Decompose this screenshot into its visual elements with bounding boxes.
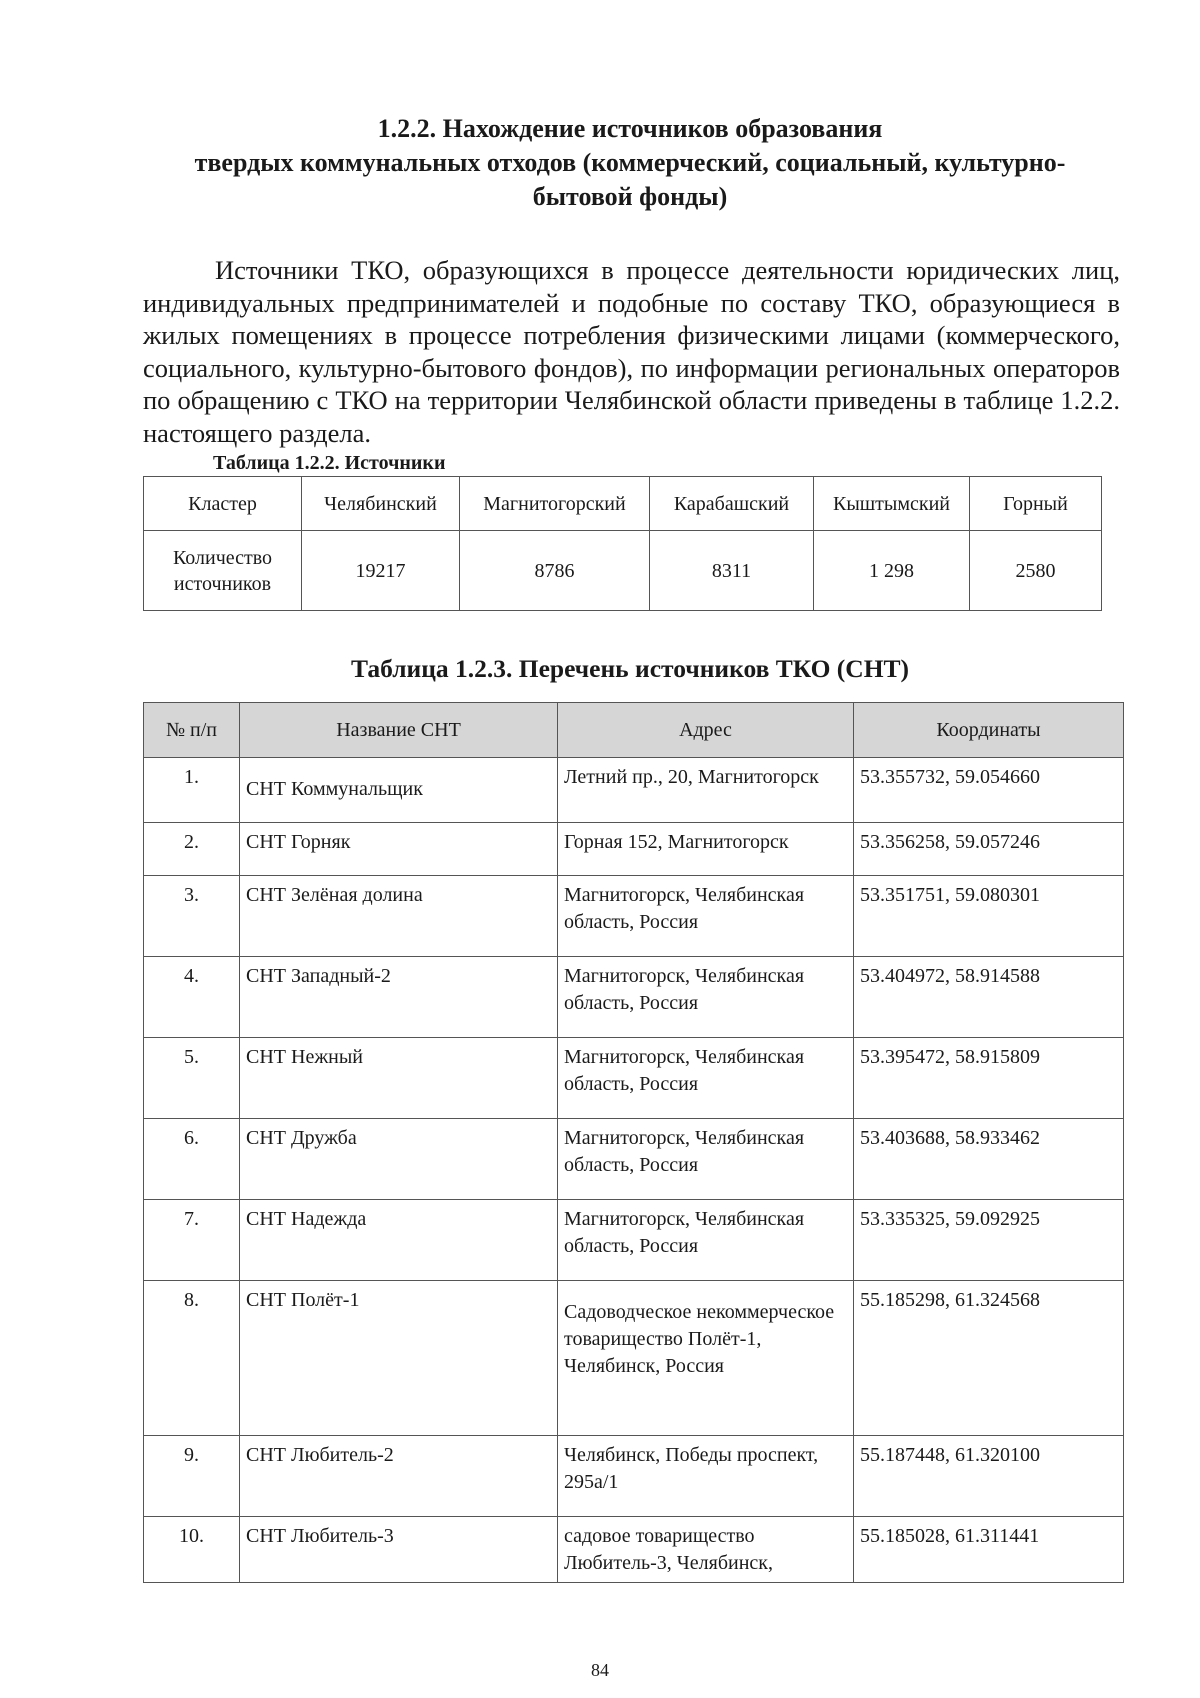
table-row <box>144 1038 1124 1119</box>
snt-coords: 55.187448, 61.320100 <box>854 1436 1124 1517</box>
snt-coords: 53.351751, 59.080301 <box>854 876 1124 957</box>
table1-value-cell: 19217 <box>302 531 460 611</box>
table-row <box>144 1119 1124 1200</box>
snt-coords: 53.403688, 58.933462 <box>854 1119 1124 1200</box>
table2-header-row <box>144 703 1124 758</box>
table-row <box>144 1436 1124 1517</box>
table1-caption: Таблица 1.2.2. Источники <box>213 452 446 474</box>
section-heading <box>140 112 1120 214</box>
row-number: 6. <box>144 1119 240 1200</box>
snt-coords: 55.185028, 61.311441 <box>854 1517 1124 1583</box>
heading-line-3: бытовой фонды) <box>532 182 728 211</box>
snt-name: СНТ Коммунальщик <box>240 758 558 823</box>
snt-address: Челябинск, Победы проспект, 295а/1 <box>558 1436 854 1517</box>
table-row <box>144 758 1124 823</box>
table1-header-cell: Магнитогорский <box>460 477 650 531</box>
table1-value-cell: 8311 <box>650 531 814 611</box>
snt-address: Магнитогорск, Челябинская область, Россия <box>558 957 854 1038</box>
table2-header-cell: Координаты <box>854 703 1124 758</box>
snt-coords: 53.355732, 59.054660 <box>854 758 1124 823</box>
snt-coords: 53.395472, 58.915809 <box>854 1038 1124 1119</box>
snt-address: Садоводческое некоммерческое товарищество Полёт-1, Челябинск, Россия <box>558 1281 854 1436</box>
snt-name: СНТ Любитель-3 <box>240 1517 558 1583</box>
table-row <box>144 876 1124 957</box>
snt-address: Магнитогорск, Челябинская область, Россия <box>558 876 854 957</box>
table1-value-cell: 2580 <box>970 531 1102 611</box>
row-number: 10. <box>144 1517 240 1583</box>
snt-coords: 53.356258, 59.057246 <box>854 823 1124 876</box>
row-number: 3. <box>144 876 240 957</box>
table-row <box>144 957 1124 1038</box>
row-number: 4. <box>144 957 240 1038</box>
heading-line-1: 1.2.2. Нахождение источников образования <box>377 114 883 143</box>
snt-address: садовое товарищество Любитель-3, Челябинск, <box>558 1517 854 1583</box>
row-number: 5. <box>144 1038 240 1119</box>
heading-line-2: твердых коммунальных отходов (коммерческий, социальный, культурно- <box>194 148 1066 177</box>
row-number: 8. <box>144 1281 240 1436</box>
snt-address: Магнитогорск, Челябинская область, Россия <box>558 1119 854 1200</box>
table1-row-label: Количество источников <box>144 531 302 611</box>
table2-caption: Таблица 1.2.3. Перечень источников ТКО (СНТ) <box>350 654 910 683</box>
snt-address: Магнитогорск, Челябинская область, Россия <box>558 1038 854 1119</box>
table-row <box>144 1200 1124 1281</box>
snt-name: СНТ Западный-2 <box>240 957 558 1038</box>
snt-coords: 53.335325, 59.092925 <box>854 1200 1124 1281</box>
table1-header-cell: Кластер <box>144 477 302 531</box>
snt-name: СНТ Нежный <box>240 1038 558 1119</box>
row-number: 9. <box>144 1436 240 1517</box>
table1-header-cell: Горный <box>970 477 1102 531</box>
snt-coords: 53.404972, 58.914588 <box>854 957 1124 1038</box>
table1-value-cell: 8786 <box>460 531 650 611</box>
table2-header-cell: Адрес <box>558 703 854 758</box>
table1-header-cell: Челябинский <box>302 477 460 531</box>
table2-header-cell: Название СНТ <box>240 703 558 758</box>
page-number: 84 <box>591 1660 609 1680</box>
snt-name: СНТ Зелёная долина <box>240 876 558 957</box>
table1-header-cell: Кыштымский <box>814 477 970 531</box>
sources-table <box>143 476 1102 611</box>
snt-name: СНТ Любитель-2 <box>240 1436 558 1517</box>
snt-address: Летний пр., 20, Магнитогорск <box>558 758 854 823</box>
table1-value-cell: 1 298 <box>814 531 970 611</box>
table2-header-cell: № п/п <box>144 703 240 758</box>
intro-paragraph: Источники ТКО, образующихся в процессе деятельности юридических лиц, индивидуальных предпринимателей и подобные по составу ТКО, образующиеся в жилых помещениях в процессе потребления физическими лицами (коммерческого, социального, культурно-бытового фондов), по информации региональных операторов по обращению с ТКО на территории Челябинской области приведены в таблице 1.2.2. настоящего раздела. <box>143 255 1120 448</box>
table-row <box>144 1281 1124 1436</box>
table1-data-row <box>144 531 1102 611</box>
snt-name: СНТ Дружба <box>240 1119 558 1200</box>
table-row <box>144 823 1124 876</box>
snt-name: СНТ Полёт-1 <box>240 1281 558 1436</box>
snt-list-table <box>143 702 1124 1583</box>
snt-address: Горная 152, Магнитогорск <box>558 823 854 876</box>
table-row <box>144 1517 1124 1583</box>
row-number: 7. <box>144 1200 240 1281</box>
row-number: 2. <box>144 823 240 876</box>
snt-name: СНТ Надежда <box>240 1200 558 1281</box>
table1-header-cell: Карабашский <box>650 477 814 531</box>
snt-coords: 55.185298, 61.324568 <box>854 1281 1124 1436</box>
table1-header-row <box>144 477 1102 531</box>
row-number: 1. <box>144 758 240 823</box>
snt-name: СНТ Горняк <box>240 823 558 876</box>
snt-address: Магнитогорск, Челябинская область, Россия <box>558 1200 854 1281</box>
